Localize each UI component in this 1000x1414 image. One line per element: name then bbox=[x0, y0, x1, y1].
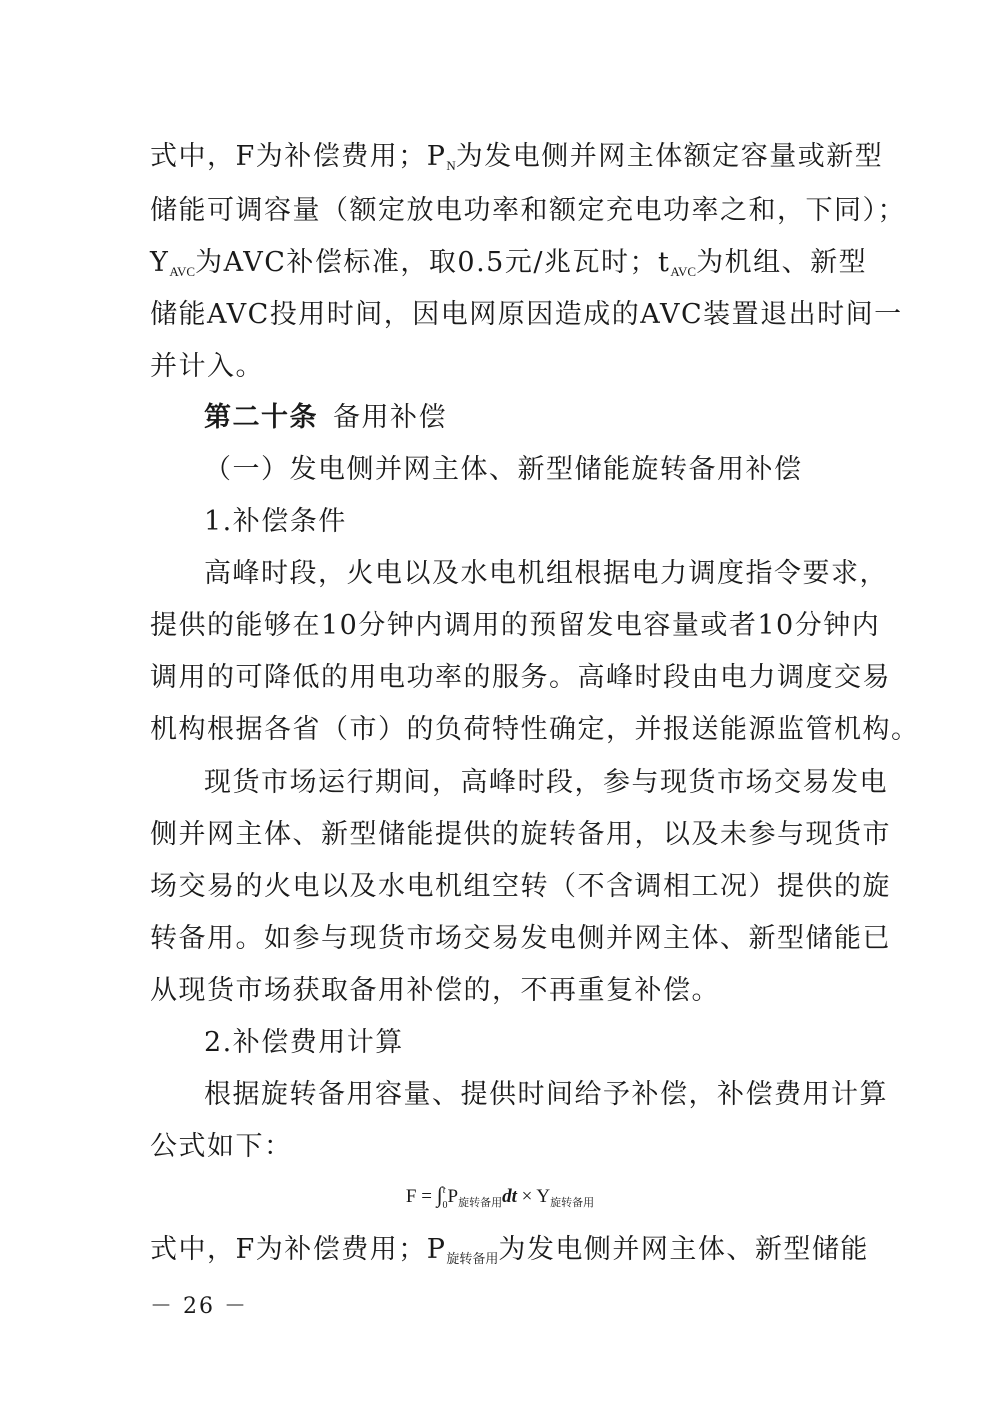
para2-line4: 机构根据各省（市）的负荷特性确定，并报送能源监管机构。 bbox=[150, 714, 920, 745]
formula-lhs: F = bbox=[405, 1186, 432, 1207]
para1-line5: 并计入。 bbox=[150, 351, 264, 382]
integral-upper-limit: t bbox=[442, 1185, 446, 1196]
text-segment: 式中，F为补偿费用；P bbox=[150, 141, 447, 172]
subscript: 旋转备用 bbox=[446, 1251, 499, 1266]
formula-p: P bbox=[447, 1186, 459, 1207]
formula-y-subscript: 旋转备用 bbox=[550, 1197, 595, 1209]
para1-line2: 储能可调容量（额定放电功率和额定充电功率之和，下同）； bbox=[150, 195, 906, 226]
subscript: N bbox=[446, 158, 456, 173]
page-number: － 26 － bbox=[150, 1294, 248, 1319]
para5-line1 bbox=[150, 1230, 869, 1270]
subscript: AVC bbox=[169, 264, 196, 279]
formula-times: × bbox=[521, 1186, 533, 1207]
text-segment: 为AVC补偿标准，取0.5元/兆瓦时；t bbox=[195, 247, 671, 278]
integral-lower-limit: 0 bbox=[442, 1200, 448, 1211]
para1-line4: 储能AVC投用时间，因电网原因造成的AVC装置退出时间一 bbox=[150, 299, 903, 330]
para3-line4: 转备用。如参与现货市场交易发电侧并网主体、新型储能已 bbox=[150, 923, 891, 954]
para1-line3 bbox=[150, 243, 868, 283]
article-heading bbox=[204, 398, 850, 438]
para3-line1: 现货市场运行期间，高峰时段，参与现货市场交易发电 bbox=[204, 767, 888, 798]
formula-p-subscript: 旋转备用 bbox=[458, 1197, 503, 1209]
item-title-2: 2.补偿费用计算 bbox=[204, 1027, 404, 1058]
para3-line5: 从现货市场获取备用补偿的，不再重复补偿。 bbox=[150, 975, 720, 1006]
article-title: 备用补偿 bbox=[333, 402, 447, 433]
subscript: AVC bbox=[670, 264, 697, 279]
compensation-formula bbox=[0, 1176, 1000, 1221]
text-segment: Y bbox=[150, 247, 170, 278]
para4-line2: 公式如下： bbox=[150, 1131, 293, 1162]
integral-sign: ∫ bbox=[436, 1182, 443, 1207]
section-title: （一）发电侧并网主体、新型储能旋转备用补偿 bbox=[204, 454, 803, 485]
para4-line1: 根据旋转备用容量、提供时间给予补偿，补偿费用计算 bbox=[204, 1079, 888, 1110]
text-segment: 式中，F为补偿费用；P bbox=[150, 1234, 447, 1265]
para3-line3: 场交易的火电以及水电机组空转（不含调相工况）提供的旋 bbox=[150, 871, 891, 902]
para3-line2: 侧并网主体、新型储能提供的旋转备用，以及未参与现货市 bbox=[150, 819, 891, 850]
text-segment: 为发电侧并网主体、新型储能 bbox=[498, 1234, 869, 1265]
text-segment: 为发电侧并网主体额定容量或新型 bbox=[455, 141, 884, 172]
para2-line2: 提供的能够在10分钟内调用的预留发电容量或者10分钟内 bbox=[150, 610, 881, 641]
article-number: 第二十条 bbox=[204, 402, 318, 433]
para2-line3: 调用的可降低的用电功率的服务。高峰时段由电力调度交易 bbox=[150, 662, 891, 693]
para1-line1 bbox=[150, 137, 884, 177]
formula-dt: dt bbox=[502, 1186, 517, 1207]
para2-line1: 高峰时段，火电以及水电机组根据电力调度指令要求， bbox=[204, 558, 888, 589]
item-title-1: 1.补偿条件 bbox=[204, 506, 347, 537]
text-segment: 为机组、新型 bbox=[696, 247, 868, 278]
formula-y: Y bbox=[536, 1186, 551, 1207]
